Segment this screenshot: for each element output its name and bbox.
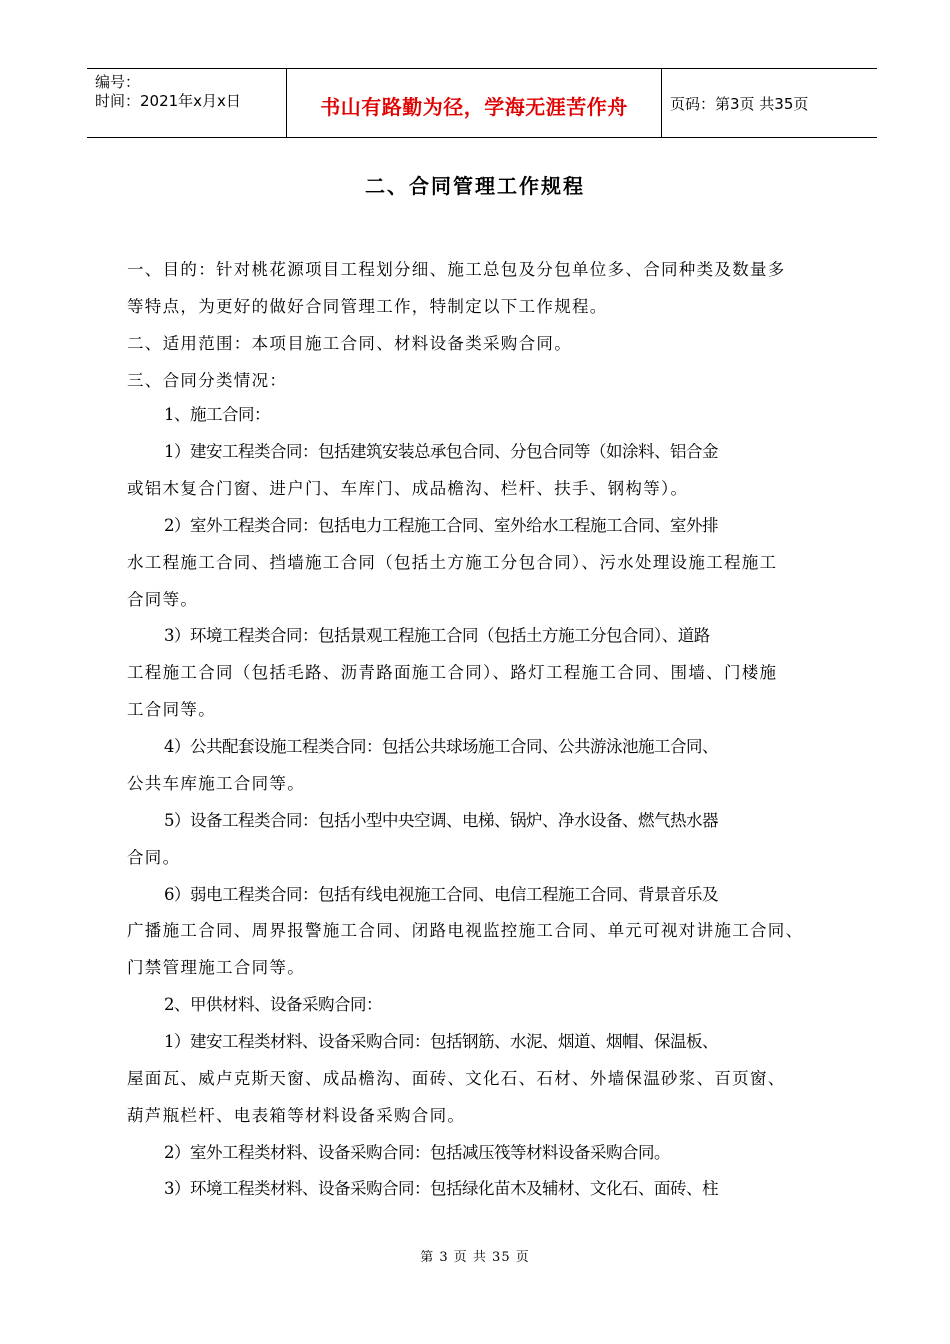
- body-line: 1、施工合同：: [164, 405, 270, 424]
- body-line: 2）室外工程类合同：包括电力工程施工合同、室外给水工程施工合同、室外排: [164, 516, 718, 535]
- body-line: 4）公共配套设施工程类合同：包括公共球场施工合同、公共游泳池施工合同、: [164, 737, 718, 756]
- body-line: 工程施工合同（包括毛路、沥青路面施工合同）、路灯工程施工合同、围墙、门楼施: [127, 663, 778, 682]
- body-line: 二、适用范围：本项目施工合同、材料设备类采购合同。: [127, 334, 572, 353]
- body-line: 广播施工合同、周界报警施工合同、闭路电视监控施工合同、单元可视对讲施工合同、: [127, 921, 804, 940]
- body-line: 1）建安工程类合同：包括建筑安装总承包合同、分包合同等（如涂料、铝合金: [164, 442, 718, 461]
- header-page-info: 页码：第3页 共35页: [670, 95, 809, 113]
- body-line: 等特点，为更好的做好合同管理工作，特制定以下工作规程。: [127, 297, 608, 316]
- body-line: 葫芦瓶栏杆、电表箱等材料设备采购合同。: [127, 1106, 466, 1125]
- body-line: 门禁管理施工合同等。: [127, 958, 305, 977]
- document-time-label: 时间：2021年x月x日: [95, 92, 241, 110]
- body-line: 水工程施工合同、挡墙施工合同（包括土方施工分包合同）、污水处理设施工程施工: [127, 553, 778, 572]
- body-line: 3）环境工程类合同：包括景观工程施工合同（包括土方施工分包合同）、道路: [164, 626, 710, 645]
- body-line: 工合同等。: [127, 700, 216, 719]
- body-line: 或铝木复合门窗、进户门、车库门、成品檐沟、栏杆、扶手、钢构等）。: [127, 479, 689, 498]
- body-line: 合同等。: [127, 590, 199, 609]
- document-title: 二、合同管理工作规程: [365, 174, 585, 198]
- body-line: 1）建安工程类材料、设备采购合同：包括钢筋、水泥、烟道、烟帽、保温板、: [164, 1032, 718, 1051]
- body-line: 一、目的：针对桃花源项目工程划分细、施工总包及分包单位多、合同种类及数量多: [127, 260, 786, 279]
- body-line: 5）设备工程类合同：包括小型中央空调、电梯、锅炉、净水设备、燃气热水器: [164, 811, 718, 830]
- body-line: 屋面瓦、威卢克斯天窗、成品檐沟、面砖、文化石、石材、外墙保温砂浆、百页窗、: [127, 1069, 786, 1088]
- body-line: 三、合同分类情况：: [127, 371, 288, 390]
- body-line: 2、甲供材料、设备采购合同：: [164, 995, 382, 1014]
- header-motto-cell: [287, 69, 662, 137]
- header-table: [87, 68, 877, 138]
- body-line: 公共车库施工合同等。: [127, 774, 305, 793]
- body-line: 6）弱电工程类合同：包括有线电视施工合同、电信工程施工合同、背景音乐及: [164, 885, 718, 904]
- header-page-cell: [662, 69, 877, 137]
- body-line: 2）室外工程类材料、设备采购合同：包括减压筏等材料设备采购合同。: [164, 1143, 670, 1162]
- body-line: 合同。: [127, 848, 181, 867]
- body-line: 3）环境工程类材料、设备采购合同：包括绿化苗木及辅材、文化石、面砖、柱: [164, 1179, 718, 1198]
- header-meta-cell: [87, 69, 287, 137]
- document-number-label: 编号：: [95, 73, 141, 91]
- header-motto: 书山有路勤为径，学海无涯苦作舟: [320, 95, 628, 119]
- page-footer: 第 3 页 共 35 页: [420, 1250, 530, 1265]
